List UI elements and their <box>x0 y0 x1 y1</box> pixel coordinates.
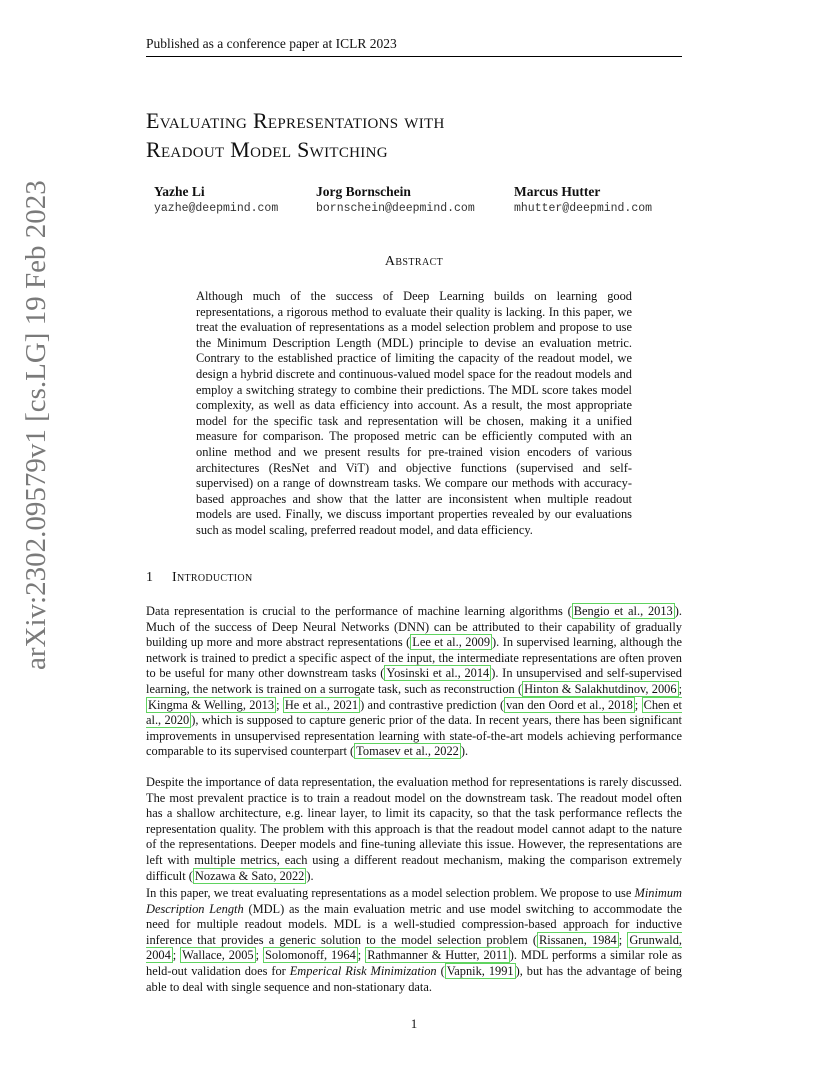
citation-link[interactable]: Vapnik, 1991 <box>446 963 514 978</box>
text-run: ). MDL performs a similar role as held-out validation does for <box>146 948 682 978</box>
text-run: ( <box>436 963 445 978</box>
citation-link[interactable]: Bengio et al., 2013 <box>573 604 673 618</box>
paper-title <box>146 106 706 164</box>
emphasis-text: Emperical Risk Minimization <box>289 963 437 978</box>
author-name: Jorg Bornschein <box>316 184 411 199</box>
text-run: ). In unsupervised and self-supervised learning, the network is trained on a surrogate task, such as reconstruction ( <box>146 666 682 696</box>
author-block <box>316 183 475 217</box>
citation-link[interactable]: Chen et al., 2020 <box>146 697 682 728</box>
citation-link[interactable]: Solomonoff, 1964 <box>264 948 356 963</box>
citation-link[interactable]: Wallace, 2005 <box>182 948 254 963</box>
citation-link[interactable]: He et al., 2021 <box>284 697 359 712</box>
emphasis-text: Minimum Description Length <box>146 886 682 916</box>
text-run: (MDL) as the main evaluation metric and use model switching to accommodate the need for multiple readout models. MDL is a well-studied compression-based approach for inductive inference that provides a generic solution to the model selection problem ( <box>146 901 682 947</box>
abstract-text: Although much of the success of Deep Learning builds on learning good representations, a rigorous method to evaluate their quality is lacking. In this paper, we treat the evaluation of representations as a model selection problem and propose to use the Minimum Description Length (MDL) principle to devise an evaluation metric. Contrary to the established practice of limiting the capacity of the readout model, we design a hybrid discrete and continuous-valued model space for the readout models and employ a switching strategy to combine their predictions. The MDL score takes model complexity, as well as data efficiency into account. As a result, the most appropriate model for the specific task and representation will be chosen, making it a unified measure for comparison. The proposed metric can be efficiently computed with an online method and we present results for pre-trained vision encoders of various architectures (ResNet and ViT) and objective functions (supervised and self-supervised) on a range of downstream tasks. We compare our methods with accuracy-based approaches and show that the latter are inconsistent when multiple readout models are used. Finally, we discuss important properties revealed by our evaluations such as model scaling, preferred readout model, and data efficiency. <box>196 289 632 537</box>
citation-link[interactable]: van den Oord et al., 2018 <box>506 697 633 712</box>
text-run: ; <box>634 697 642 712</box>
author-name: Marcus Hutter <box>514 184 601 199</box>
text-run: Data representation is crucial to the performance of machine learning algorithms ( <box>146 604 572 618</box>
page-number: 1 <box>410 1016 418 1031</box>
title-line-1: Evaluating Representations with <box>146 108 445 133</box>
text-run: ). <box>460 744 469 759</box>
author-email[interactable]: yazhe@deepmind.com <box>154 202 279 215</box>
text-run: ; <box>276 697 283 712</box>
text-run: ). In supervised learning, although the network is trained to predict a specific aspect of the input, the intermediate representations are often proven to be useful for many other downstream tasks ( <box>146 635 682 681</box>
title-line-2: Readout Model Switching <box>146 137 388 162</box>
citation-link[interactable]: Hinton & Salakhutdinov, 2006 <box>524 681 677 696</box>
text-run: ; <box>678 681 683 696</box>
citation-link[interactable]: Grunwald, 2004 <box>146 932 682 963</box>
text-run: ), but has the advantage of being able to deal with single sequence and non-stationary data. <box>146 963 682 994</box>
paragraph-2 <box>146 775 682 884</box>
author-email[interactable]: bornschein@deepmind.com <box>316 202 475 215</box>
citation-link[interactable]: Rissanen, 1984 <box>538 932 617 947</box>
section-title: Introduction <box>172 570 253 585</box>
section-heading <box>146 570 252 586</box>
citation-link[interactable]: Tomasev et al., 2022 <box>356 744 459 759</box>
author-block <box>514 183 652 217</box>
author-name: Yazhe Li <box>154 184 205 199</box>
citation-link[interactable]: Rathmanner & Hutter, 2011 <box>367 948 508 963</box>
citation-link[interactable]: Kingma & Welling, 2013 <box>148 697 275 712</box>
text-run: ; <box>172 948 181 963</box>
text-run: ; <box>618 932 628 947</box>
citation-link[interactable]: Nozawa & Sato, 2022 <box>194 868 305 883</box>
section-number: 1 <box>146 570 154 585</box>
text-run: ). Much of the success of Deep Neural Networks (DNN) can be attributed to their capability of gradually building up more and more abstract representations ( <box>146 604 682 650</box>
text-run: Despite the importance of data representation, the evaluation method for representations is rarely discussed. The most prevalent practice is to train a readout model on the downstream task. The readout model often has a shallow architecture, e.g. linear layer, to limit its capacity, so that the task performance reflects the representation quality. The problem with this approach is that the readout model cannot adapt to the nature of the representations. Deeper models and fine-tuning alleviate this issue. However, the representations are left with multiple metrics, each using a different readout mechanism, making the comparison extremely difficult ( <box>146 775 682 883</box>
paragraph-1 <box>146 604 682 760</box>
paragraph-3 <box>146 886 682 995</box>
text-run: In this paper, we treat evaluating representations as a model selection problem. We propose to use <box>146 886 635 900</box>
text-run: ) and contrastive prediction ( <box>360 697 505 712</box>
citation-link[interactable]: Lee et al., 2009 <box>412 635 491 650</box>
text-run: ; <box>255 948 263 963</box>
author-email[interactable]: mhutter@deepmind.com <box>514 202 653 215</box>
citation-link[interactable]: Yosinski et al., 2014 <box>386 666 490 681</box>
abstract-heading: Abstract <box>384 254 444 269</box>
text-run: ), which is supposed to capture generic prior of the data. In recent years, there has been significant improvements in unsupervised representation learning with state-of-the-art models achieving performance comparable to its supervised counterpart ( <box>146 713 682 759</box>
text-run: ; <box>357 948 366 963</box>
running-header: Published as a conference paper at ICLR 2023 <box>146 36 682 57</box>
text-run: ). <box>306 868 314 883</box>
author-block <box>154 183 278 217</box>
arxiv-identifier: arXiv:2302.09579v1 [cs.LG] 19 Feb 2023 <box>20 180 52 670</box>
